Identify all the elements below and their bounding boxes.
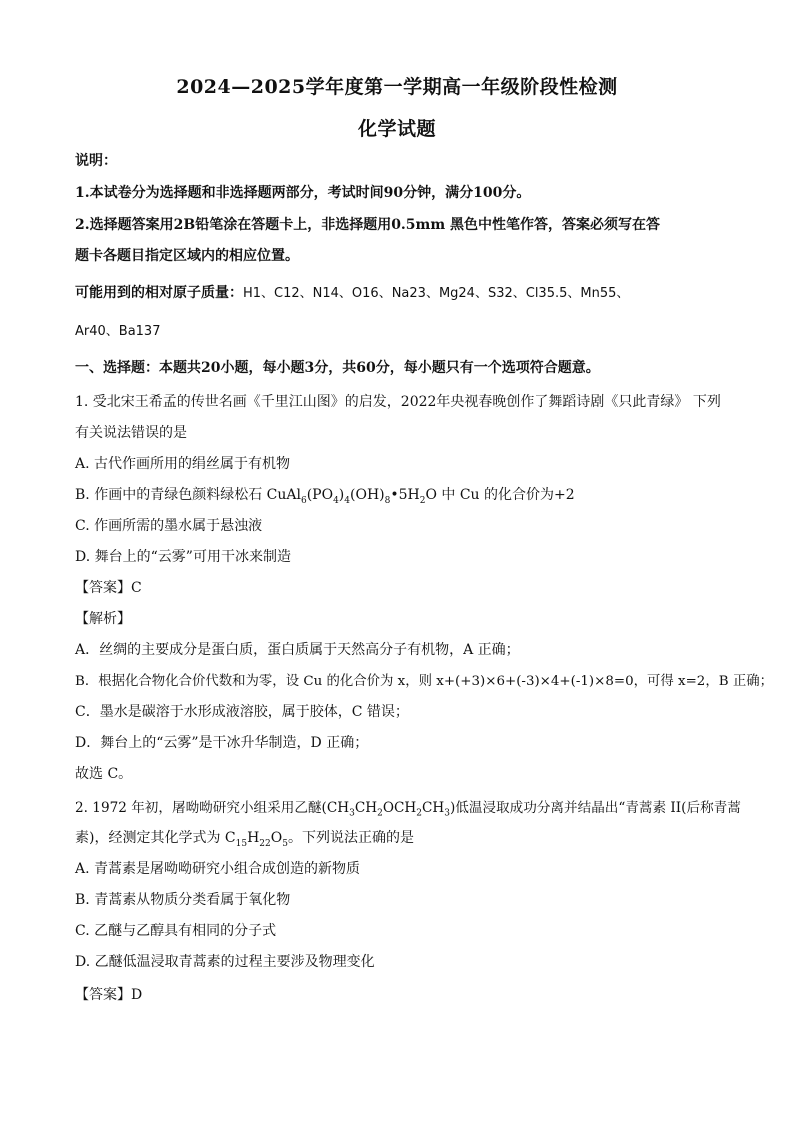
q2-option-b: B. 青蒿素从物质分类看属于氧化物 [75,892,291,908]
atomic-mass-values-2: Ar40、Ba137 [75,324,161,339]
q1-stem-line-2: 有关说法错误的是 [75,425,187,441]
q1-analysis-b: B．根据化合物化合价代数和为零，设 Cu 的化合价为 x，则 x+(+3)×6+(-3)×4+(-1)×8=0，可得 x=2，B 正确； [75,674,773,689]
q1-analysis-a: A．丝绸的主要成分是蛋白质，蛋白质属于天然高分子有机物，A 正确； [75,642,520,658]
section-heading: 一、选择题：本题共20小题，每小题3分，共60分，每小题只有一个选项符合题意。 [75,360,600,376]
atomic-mass-label: 可能用到的相对原子质量： [75,285,243,301]
q2-option-d: D. 乙醚低温浸取青蒿素的过程主要涉及物理变化 [75,954,375,970]
atomic-mass-values: H1、C12、N14、O16、Na23、Mg24、S32、Cl35.5、Mn55、 [243,286,630,301]
instruction-item-3: 题卡各题目指定区域内的相应位置。 [75,248,299,264]
q1-option-d: D. 舞台上的“云雾”可用干冰来制造 [75,549,291,565]
q1-option-b: B. 作画中的青绿色颜料绿松石 $CuAl_6(PO_4)_4(OH)_8•5H_2O$ 中 Cu 的化合价为+2 [75,487,575,506]
q2-option-a: A. 青蒿素是屠呦呦研究小组合成创造的新物质 [75,861,361,877]
instructions-label: 说明： [75,153,117,169]
q1-analysis-label: 【解析】 [75,611,131,627]
q1-conclusion: 故选 C。 [75,766,133,782]
q2-answer: 【答案】D [75,987,143,1003]
q2-option-c: C. 乙醚与乙醇具有相同的分子式 [75,923,277,939]
q1-analysis-d: D．舞台上的“云雾”是干冰升华制造，D 正确； [75,735,369,751]
q1-option-c: C. 作画所需的墨水属于悬浊液 [75,518,263,534]
instruction-item-2: 2.选择题答案用2B铅笔涂在答题卡上，非选择题用0.5mm 黑色中性笔作答，答案必须写在答 [75,217,661,233]
atomic-mass-line [75,282,735,302]
exam-title: 2024—2025学年度第一学期高一年级阶段性检测 [176,76,618,98]
q1-stem-line-1: 1. 受北宋王希孟的传世名画《千里江山图》的启发，2022年央视春晚创作了舞蹈诗剧《只此青绿》 下列 [75,394,721,410]
q1-answer: 【答案】C [75,580,142,596]
instruction-item-1: 1.本试卷分为选择题和非选择题两部分，考试时间90分钟，满分100分。 [75,185,531,201]
q2-stem-line-2: 素)，经测定其化学式为 $C_{15}H_{22}O_5$。下列说法正确的是 [75,830,414,849]
q1-option-a: A. 古代作画所用的绢丝属于有机物 [75,456,291,472]
q2-stem-line-1: 2. 1972 年初，屠呦呦研究小组采用乙醚$(CH_3CH_2OCH_2CH_3)$低温浸取成功分离并结晶出“青蒿素 II(后称青蒿 [75,800,741,819]
exam-subtitle: 化学试题 [357,118,436,140]
q1-analysis-c: C．墨水是碳溶于水形成液溶胶，属于胶体，C 错误； [75,704,409,720]
